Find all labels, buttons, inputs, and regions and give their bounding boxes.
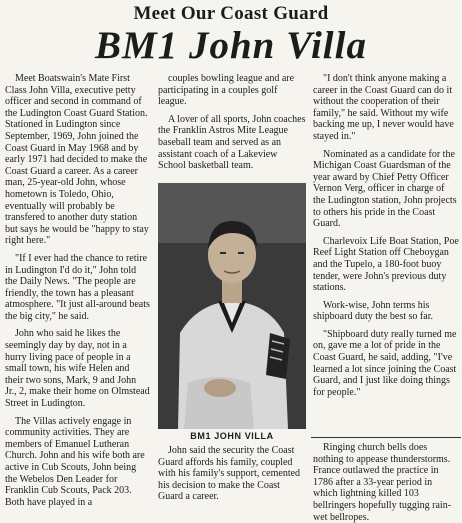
- article-column-2-continued: [158, 445, 306, 503]
- article-paragraph: A lover of all sports, John coaches the Franklin Astros Mite League baseball team and served as an assistant coach of a Lakeview School basketball team.: [158, 113, 306, 172]
- article-column-2: [158, 73, 306, 178]
- portrait-illustration: [158, 183, 306, 429]
- article-paragraph: "I don't think anyone making a career in the Coast Guard can do it without the cooperation of their family," he said. Without my wife backing me up, I never would have stayed in.": [313, 73, 454, 142]
- article-column-3: [313, 73, 459, 404]
- article-paragraph: The Villas actively engage in community activities. They are members of Emanuel Lutheran Church. John and his wife both are active in Cub Scouts, John being the Webelos Den Leader for Franklin Cub Scouts, Pack 203. Both have played in a: [5, 415, 145, 508]
- article-paragraph: "Shipboard duty really turned me on, gave me a lot of pride in the Coast Guard, he said, adding, "I've learned a lot since joining the Coast Guard, and I just like doing things for people.": [313, 328, 457, 398]
- section-divider: [311, 437, 461, 438]
- article-paragraph: Nominated as a candidate for the Michigan Coast Guardsman of the year award by Chief Petty Officer Vernon Verg, officer in charge of the Ludington station, John projects to others his pride in the Coast Guard.: [313, 148, 457, 230]
- photo-caption: BM1 JOHN VILLA: [190, 431, 274, 441]
- article-column-1: [5, 73, 150, 514]
- article-paragraph: John said the security the Coast Guard affords his family, coupled with his family's support, cemented his decision to make the Coast Guard a career.: [158, 445, 301, 503]
- article-paragraph: couples bowling league and are participating in a couples golf league.: [158, 73, 295, 108]
- article-paragraph: Work-wise, John terms his shipboard duty the best so far.: [313, 299, 433, 323]
- headline: BM1 John Villa: [95, 24, 367, 67]
- filler-item: [313, 442, 459, 523]
- article-paragraph: Meet Boatswain's Mate First Class John Villa, executive petty officer and second in command of the Ludington Coast Guard Station. Stationed in Ludington since September, 1969, John joined the Coast Guard in May 1968 and by early 1971 had decided to make the Coast Guard a career. As a career man, 25-year-old John, whose hometown is Toledo, Ohio, eventually will probably be transfered to another duty station but says he would be "happy to stay right here.": [5, 73, 149, 247]
- kicker-title: Meet Our Coast Guard: [133, 3, 329, 24]
- article-paragraph: John who said he likes the seemingly day by day, not in a hurry living pace of people in a small town, his wife Helen and their two sons, Mark, 9 and John Jr., 2, make their home on Olmstead Street in Ludington.: [5, 328, 150, 410]
- portrait-photo: [158, 183, 306, 429]
- article-paragraph: "If I ever had the chance to retire in Ludington I'd do it," John told the Daily News. "The people are friendly, the town has a pleasant atmosphere. "It just all-around beats the big city," he said.: [5, 252, 150, 322]
- article-paragraph: Charlevoix Life Boat Station, Poe Reef Light Station off Cheboygan and the Tupelo, a 180-foot buoy tender, were John's previous duty stations.: [313, 235, 459, 294]
- filler-paragraph: Ringing church bells does nothing to appease thunderstorms. France outlawed the practice in 1786 after a 33-year period in which lightning killed 103 bellringers hopefully tugging rain-wet bellropes.: [313, 442, 452, 523]
